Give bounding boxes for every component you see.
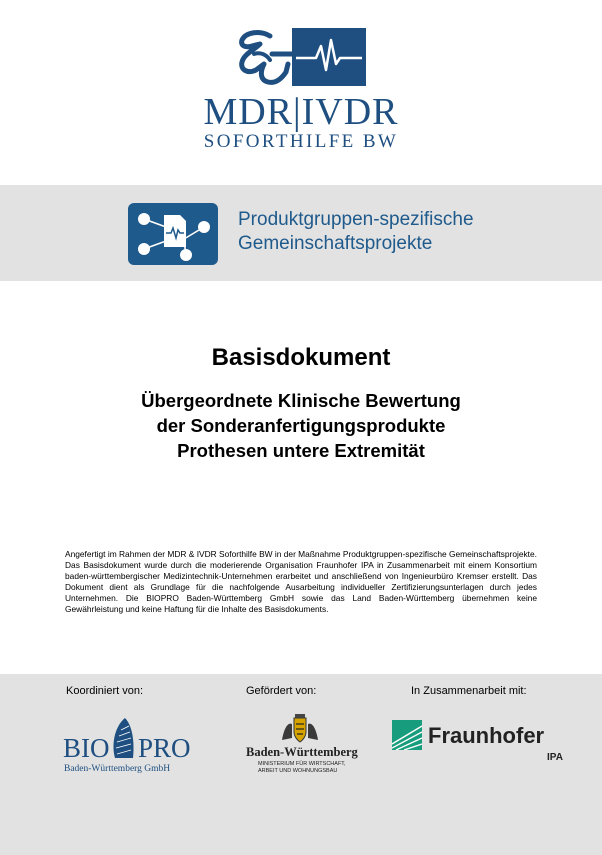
document-subtitle-line-3: Prothesen untere Extremität bbox=[177, 440, 425, 461]
bw-ministry-line-2: ARBEIT UND WOHNUNGSBAU bbox=[258, 768, 338, 774]
bw-ministry-logo bbox=[236, 714, 366, 778]
bw-ministry-line-1: MINISTERIUM FÜR WIRTSCHAFT, bbox=[258, 761, 346, 767]
fraunhofer-institute: IPA bbox=[547, 752, 563, 763]
document-subtitle-line-2: der Sonderanfertigungsprodukte bbox=[156, 415, 446, 436]
document-subtitle-line-1: Übergeordnete Klinische Bewertung bbox=[141, 390, 461, 411]
funded-label: Gefördert von: bbox=[246, 685, 317, 697]
fraunhofer-name: Fraunhofer bbox=[428, 723, 545, 748]
disclaimer-text: Angefertigt im Rahmen der MDR & IVDR Soforthilfe BW in der Maßnahme Produktgruppen-spezifische Gemeinschaftsprojekte. Das Basisdokument wurde durch die moderierende Organisation Fraunhofer IPA in Zusammenarbeit mit einem Konsortium baden-württembergischer Medizintechnik-Unternehmen erarbeitet und anschließend von Ingenieurbüro Kremser erstellt. Das Dokument dient als Grundlage für die nachfolgende Ausarbeitung individueller Zertifizierungsunterlagen durch jedes Unternehmen. Die BIOPRO Baden-Württemberg GmbH sowie das Land Baden-Württemberg übernehmen keine Gewährleistung und keine Haftung für die Inhalte des Basisdokuments. bbox=[65, 549, 537, 614]
project-line-2: Gemeinschaftsprojekte bbox=[238, 233, 433, 254]
biopro-logo bbox=[62, 710, 202, 774]
coat-of-arms-icon bbox=[280, 714, 320, 744]
network-document-icon bbox=[128, 203, 218, 265]
biopro-name-right: PRO bbox=[138, 733, 191, 763]
hand-heartbeat-icon bbox=[230, 24, 370, 90]
document-title: Basisdokument bbox=[211, 344, 391, 371]
biopro-name-left: BIO bbox=[63, 733, 110, 763]
mdr-ivdr-logo bbox=[0, 0, 602, 185]
coordinated-label: Koordiniert von: bbox=[66, 685, 144, 697]
biopro-emblem-icon bbox=[109, 714, 137, 760]
collab-label: In Zusammenarbeit mit: bbox=[411, 685, 527, 697]
logo-subtitle: SOFORTHILFE BW bbox=[203, 131, 399, 152]
project-line-1: Produktgruppen-spezifische bbox=[238, 209, 474, 230]
partners-band bbox=[0, 674, 602, 855]
fraunhofer-mark-icon bbox=[392, 720, 422, 750]
logo-title: MDR|IVDR bbox=[203, 91, 399, 133]
project-band bbox=[0, 185, 602, 281]
bw-name: Baden-Württemberg bbox=[246, 745, 358, 759]
fraunhofer-ipa-logo bbox=[392, 720, 572, 770]
biopro-tagline: Baden-Württemberg GmbH bbox=[64, 764, 171, 774]
